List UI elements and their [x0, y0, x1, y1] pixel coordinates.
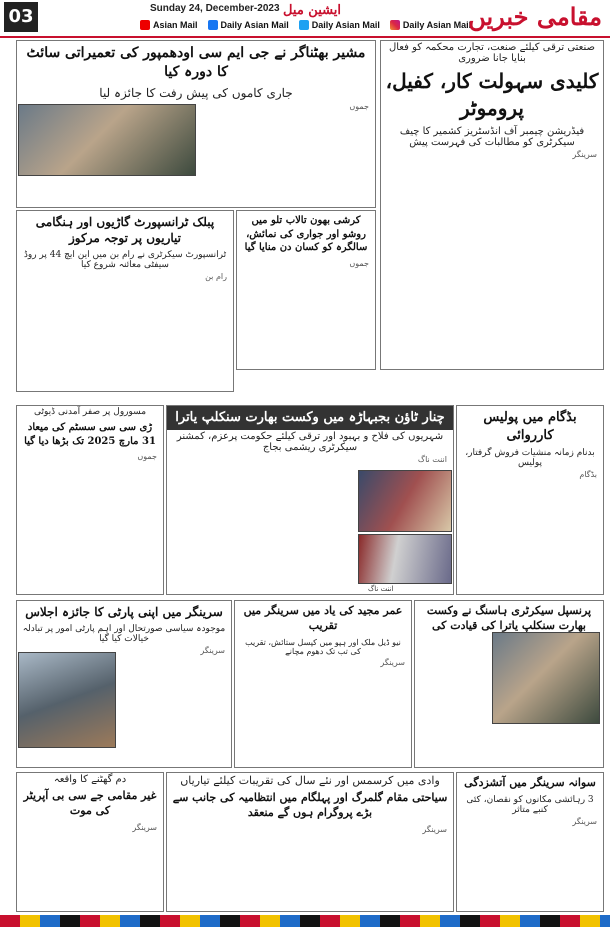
story-headline: بڈگام میں پولیس کارروائی — [483, 410, 577, 443]
story-body-placeholder — [381, 160, 603, 370]
twitter-icon — [299, 20, 309, 30]
story-subheadline: فیڈریشن چیمبر آف انڈسٹریز کشمیر کا چیف سیکرٹری کو مطالبات کی فہرست پیش — [399, 126, 585, 148]
story-headline: سیاحتی مقام گلمرگ اور پہلگام میں انتظامیہ کی جانب سے بڑے پروگرام ہوں گے منعقد — [172, 791, 448, 819]
story-headline: چنار ٹاؤن بجبہاڑہ میں وکست بھارت سنکلپ یاترا — [167, 406, 453, 430]
story-headline: پرنسپل سیکرٹری ہاسنگ نے وکست بھارت سنکلپ یاترا کی قیادت کی — [426, 604, 592, 632]
social-youtube — [140, 20, 198, 30]
social-twitter — [299, 20, 380, 30]
story-byline: جموں — [137, 452, 157, 461]
story-crafts — [236, 210, 376, 370]
story-christmas — [166, 772, 454, 912]
story-subheadline: بدنام زمانہ منشیات فروش گرفتار، پولیس — [465, 448, 595, 469]
story-byline: جموں — [349, 101, 369, 111]
social-label: Daily Asian Mail — [220, 20, 289, 30]
page-number: 03 — [4, 2, 38, 32]
story-dues — [16, 405, 164, 595]
social-links — [140, 20, 471, 30]
social-label: Daily Asian Mail — [311, 20, 380, 30]
story-headline: سرینگر میں اپنی پارٹی کا جائزہ اجلاس — [25, 605, 223, 619]
story-headline: مشیر بھٹناگر نے جی ایم سی اودھمپور کی تعمیراتی سائٹ کا دورہ کیا — [26, 45, 366, 80]
story-kicker: دم گھٹنے کا واقعہ — [53, 774, 127, 785]
story-subheadline: جاری کاموں کی پیش رفت کا جائزہ لیا — [99, 85, 293, 100]
youtube-icon — [140, 20, 150, 30]
story-headline: کلیدی سہولت کار، کفیل، پروموٹر — [385, 69, 599, 120]
story-kicker: مسورول پر صفر آمدنی ڈیوٹی — [33, 407, 147, 417]
social-facebook — [208, 20, 289, 30]
story-byline: سرینگر — [200, 646, 225, 656]
photo-advisor-visit — [18, 104, 196, 176]
social-label: Daily Asian Mail — [402, 20, 472, 30]
social-instagram — [390, 20, 471, 30]
story-industry — [380, 40, 604, 370]
story-subheadline: 3 رہائشی مکانوں کو نقصان، کئی کنبے متاثر — [466, 794, 594, 815]
story-headline: کرشی بھون تالاب تلو میں روشو اور جواری کی نمائش، سالگرہ کو کسان دن منایا گیا — [244, 215, 368, 253]
story-headline: پبلک ٹرانسپورٹ گاڑیوں اور ہنگامی تیاریوں پر توجہ مرکوز — [35, 215, 215, 246]
photo-caption: اننت ناگ — [368, 585, 394, 593]
story-byline: سرینگر — [132, 822, 157, 832]
story-byline: سرینگر — [572, 150, 597, 159]
story-subheadline: شہریوں کی فلاح و بہبود اور ترقی کیلئے حکومت پرعزم، کمشنر سیکرٹری ریشمی بجاج — [176, 430, 444, 453]
facebook-icon — [208, 20, 218, 30]
story-headline: سوانہ سرینگر میں آتشزدگی — [464, 776, 596, 789]
instagram-icon — [390, 20, 400, 30]
social-label: Asian Mail — [153, 20, 198, 30]
story-headline: عمر مجید کی یاد میں سرینگر میں تقریب — [243, 604, 403, 632]
story-umarmajeed — [234, 600, 412, 768]
story-subheadline: ٹرانسپورٹ سیکرٹری نے رام بن میں این ایچ 44 پر روڈ سیفٹی معائنہ شروع کیا — [23, 250, 227, 271]
issue-date: Sunday 24, December-2023 — [150, 3, 280, 14]
section-title: مقامی خبریں — [468, 2, 602, 31]
newspaper-logo: ایشین میل — [283, 3, 341, 18]
story-headline: غیر مقامی جے سی بی آپریٹر کی موت — [23, 789, 157, 817]
story-subheadline: موجودہ سیاسی صورتحال اور اہم پارٹی امور پر تبادلہ خیالات کیا گیا — [22, 624, 226, 645]
photo-party-meeting — [18, 652, 116, 748]
story-transport — [16, 210, 234, 392]
story-subheadline: نیو ڈیل ملک اور ہپو میں کپسل ستائش، تقریب کی تب تک دھوم مچانے — [245, 637, 401, 656]
photo-yatra-event — [492, 632, 600, 724]
photo-yatra-stage — [358, 534, 452, 584]
story-byline: سرینگر — [380, 657, 405, 667]
masthead — [0, 0, 610, 38]
story-byline: سرینگر — [572, 816, 597, 826]
story-headline: ڑی سی سی سسٹم کی میعاد 31 مارچ 2025 تک بڑھا دیا گیا — [24, 422, 156, 447]
story-kicker: صنعتی ترقی کیلئے صنعت، تجارت محکمہ کو فعال بنایا جانا ضروری — [388, 42, 596, 64]
story-budgam — [456, 405, 604, 595]
story-fire — [456, 772, 604, 912]
story-byline: بڈگام — [579, 470, 597, 480]
photo-yatra-crowd — [358, 470, 452, 532]
color-registration-strip — [0, 915, 610, 927]
story-byline: جموں — [349, 258, 369, 268]
story-suffocation — [16, 772, 164, 912]
story-kicker: وادی میں کرسمس اور نئے سال کی تقریبات کیلئے تیاریاں — [180, 774, 440, 787]
story-byline: رام بن — [205, 272, 227, 282]
story-byline: اننت ناگ — [417, 454, 447, 464]
story-byline: سرینگر — [422, 824, 447, 834]
